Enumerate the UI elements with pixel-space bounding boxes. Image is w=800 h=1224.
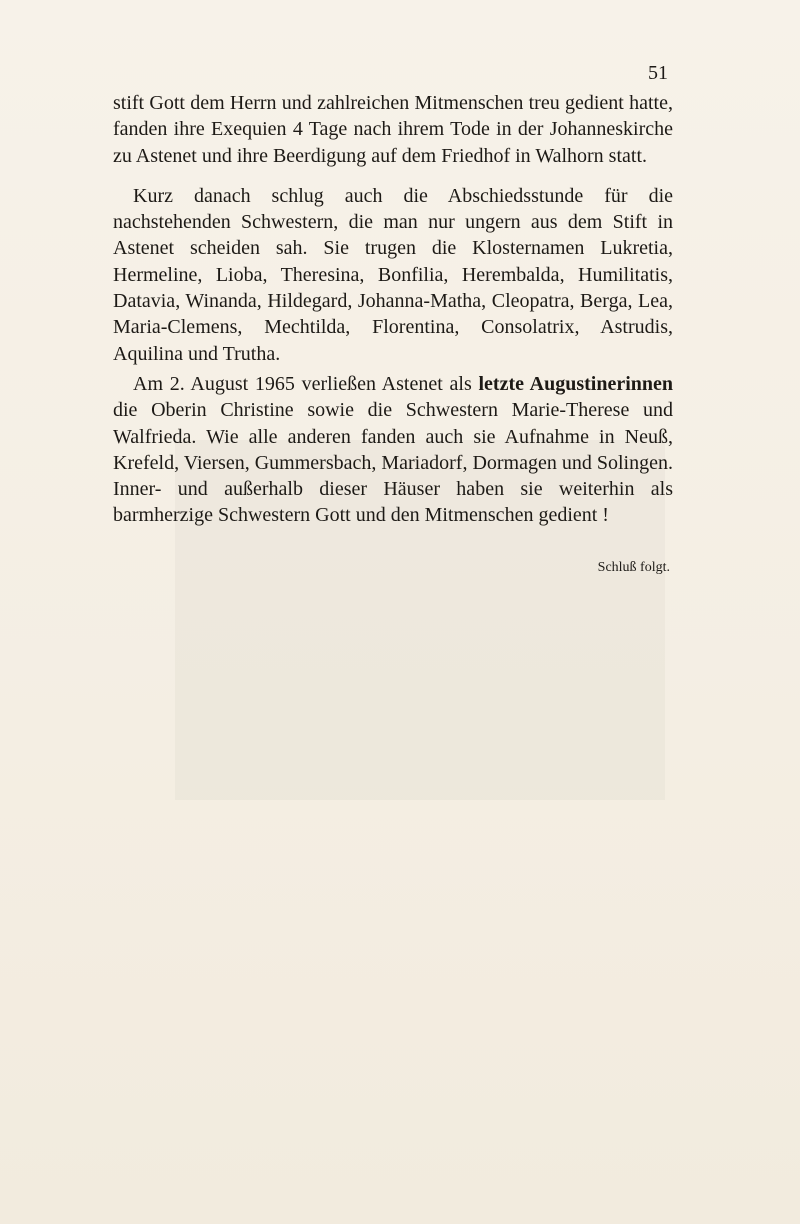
page-number: 51 — [648, 62, 668, 84]
paragraph-2: Kurz danach schlug auch die Abschiedsstunde für die nachstehenden Schwestern, die man nur ungern aus dem Stift in Astenet scheiden sah. Sie trugen die Klosternamen Lukretia, Hermeline, Lioba, Theresina, Bonfilia, Herembalda, Humilitatis, Datavia, Winanda, Hildegard, Johanna-Matha, Cleopatra, Berga, Lea, Maria-Clemens, Mechtilda, Florentina, Consolatrix, Astrudis, Aquilina und Trutha. — [113, 184, 673, 365]
closing-note: Schluß folgt. — [597, 560, 670, 575]
paragraph-3-rest: die Oberin Christine sowie die Schwestern Marie-Therese und Walfrieda. Wie alle anderen fanden auch sie Aufnahme in Neuß, Krefeld, Viersen, Gummersbach, Mariadorf, Dormagen und Solingen. Inner- und außerhalb dieser Häuser haben sie weiterhin als barmherzige Schwestern Gott und den Mitmenschen gedient ! — [113, 399, 673, 527]
paragraph-3 — [113, 371, 673, 529]
paragraph-1: stift Gott dem Herrn und zahlreichen Mitmenschen treu gedient hatte, fanden ihre Exequien 4 Tage nach ihrem Tode in der Johanneskirche zu Astenet und ihre Beerdigung auf dem Friedhof in Walhorn statt. — [113, 92, 673, 167]
emphasis-letzte-augustinerinnen: letzte Augustinerinnen — [478, 372, 673, 395]
main-text-block — [113, 90, 673, 529]
paragraph-gap — [113, 169, 673, 183]
paragraph-3-intro: Am 2. August 1965 verließen Astenet als — [133, 372, 479, 395]
